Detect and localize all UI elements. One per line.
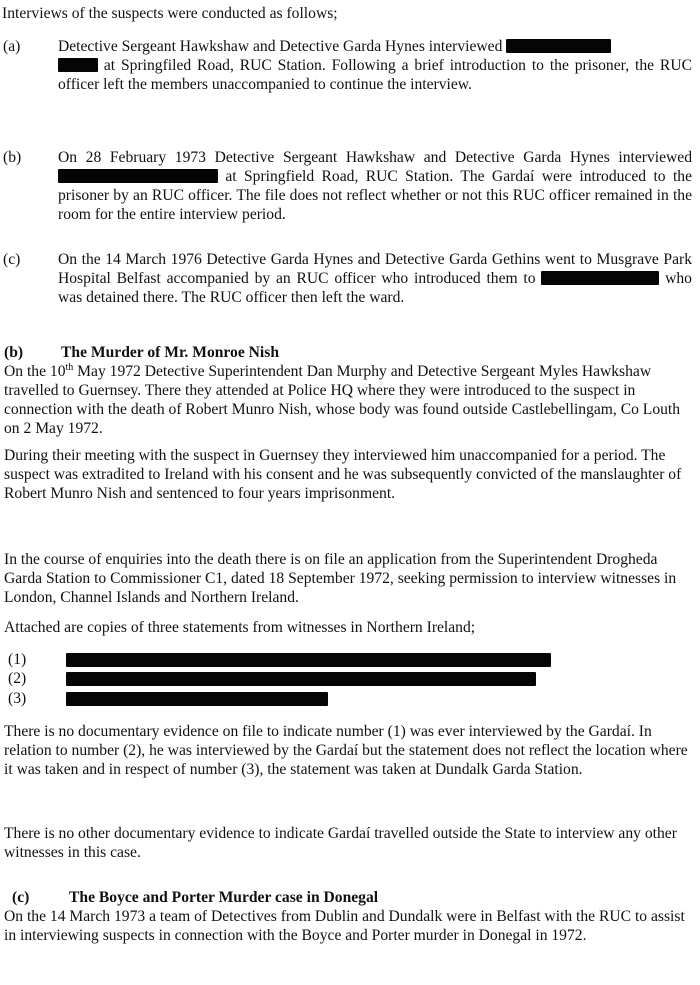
section-b-paragraph-3: In the course of enquiries into the death there is on file an application from the Superintendent Drogheda Garda Station to Commissioner C1, dated 18 September 1972, seeking permission to interview witnesses in London, Channel Islands and Northern Ireland. [4,551,677,606]
item-text-after: who was detained there. The RUC officer then left the ward. [58,270,692,306]
redaction-bar [66,692,328,706]
section-c-paragraph-1: On the 14 March 1973 a team of Detectives from Dublin and Dundalk were in Belfast with the RUC to assist in interviewing suspects in connection with the Boyce and Porter murder in Donegal in 1972. [4,908,685,944]
ordinal-suffix: th [65,361,74,373]
section-b-paragraph-4: Attached are copies of three statements from witnesses in Northern Ireland; [4,619,476,636]
interview-item-c [0,250,700,320]
witness-line-1 [8,650,568,668]
redaction-bar [58,169,218,183]
item-label: (c) [3,251,21,268]
item-text-before: On 28 February 1973 Detective Sergeant Hawkshaw and Detective Garda Hynes interviewed [58,149,692,166]
section-b-paragraph-5: There is no documentary evidence on file to indicate number (1) was ever interviewed by the Gardaí. In relation to number (2), he was interviewed by the Gardaí but the statement does not reflect the location where it was taken and in respect of number (3), the statement was taken at Dundalk Garda Station. [4,723,688,778]
section-b-paragraph-2: During their meeting with the suspect in Guernsey they interviewed him unaccompanied for a period. The suspect was extradited to Ireland with his consent and he was subsequently convicted of the manslaughter of Robert Munro Nish and sentenced to four years imprisonment. [4,447,682,502]
section-number: (b) [4,344,24,361]
item-text-before: Detective Sergeant Hawkshaw and Detective Garda Hynes interviewed [58,38,503,55]
item-text [58,148,692,224]
redaction-bar [66,672,536,686]
item-text-before: On the 14 March 1976 Detective Garda Hynes and Detective Garda Gethins went to Musgrave Park Hospital Belfast accompanied by an RUC officer who introduced them to [58,251,692,287]
interview-item-a [0,37,700,127]
witness-number: (1) [8,651,27,668]
redaction-bar [506,39,611,53]
section-b-paragraph-1 [4,362,692,438]
witness-line-3 [8,689,568,707]
witness-number: (2) [8,670,27,687]
item-label: (b) [3,149,22,166]
redaction-bar [541,271,659,285]
section-heading-b [4,343,279,362]
witness-number: (3) [8,690,27,707]
item-label: (a) [3,38,21,55]
interview-item-b [0,148,700,228]
paragraph-text: On the 10 [4,363,66,380]
item-text-after: at Springfiled Road, RUC Station. Following a brief introduction to the prisoner, the RUC officer left the members unaccompanied to continue the interview. [58,57,692,93]
paragraph-text: May 1972 Detective Superintendent Dan Murphy and Detective Sergeant Myles Hawkshaw travelled to Guernsey. There they attended at Police HQ where they were introduced to the suspect in connection with the death of Robert Munro Nish, whose body was found outside Castlebellingam, Co Louth on 2 May 1972. [4,363,681,437]
redaction-bar [58,58,98,72]
item-text-after: at Springfield Road, RUC Station. The Gardaí were introduced to the prisoner by an RUC officer. The file does not reflect whether or not this RUC officer remained in the room for the entire interview period. [58,168,692,223]
section-heading-c [12,888,378,907]
section-number: (c) [12,889,30,906]
item-text [58,250,692,307]
item-text [58,37,692,94]
section-b-paragraph-6: There is no other documentary evidence to indicate Gardaí travelled outside the State to interview any other witnesses in this case. [4,825,677,861]
intro-text: Interviews of the suspects were conducted as follows; [2,5,338,22]
section-title: The Murder of Mr. Monroe Nish [61,344,280,361]
redaction-bar [66,653,551,667]
section-title: The Boyce and Porter Murder case in Donegal [69,889,379,906]
witness-line-2 [8,669,568,687]
